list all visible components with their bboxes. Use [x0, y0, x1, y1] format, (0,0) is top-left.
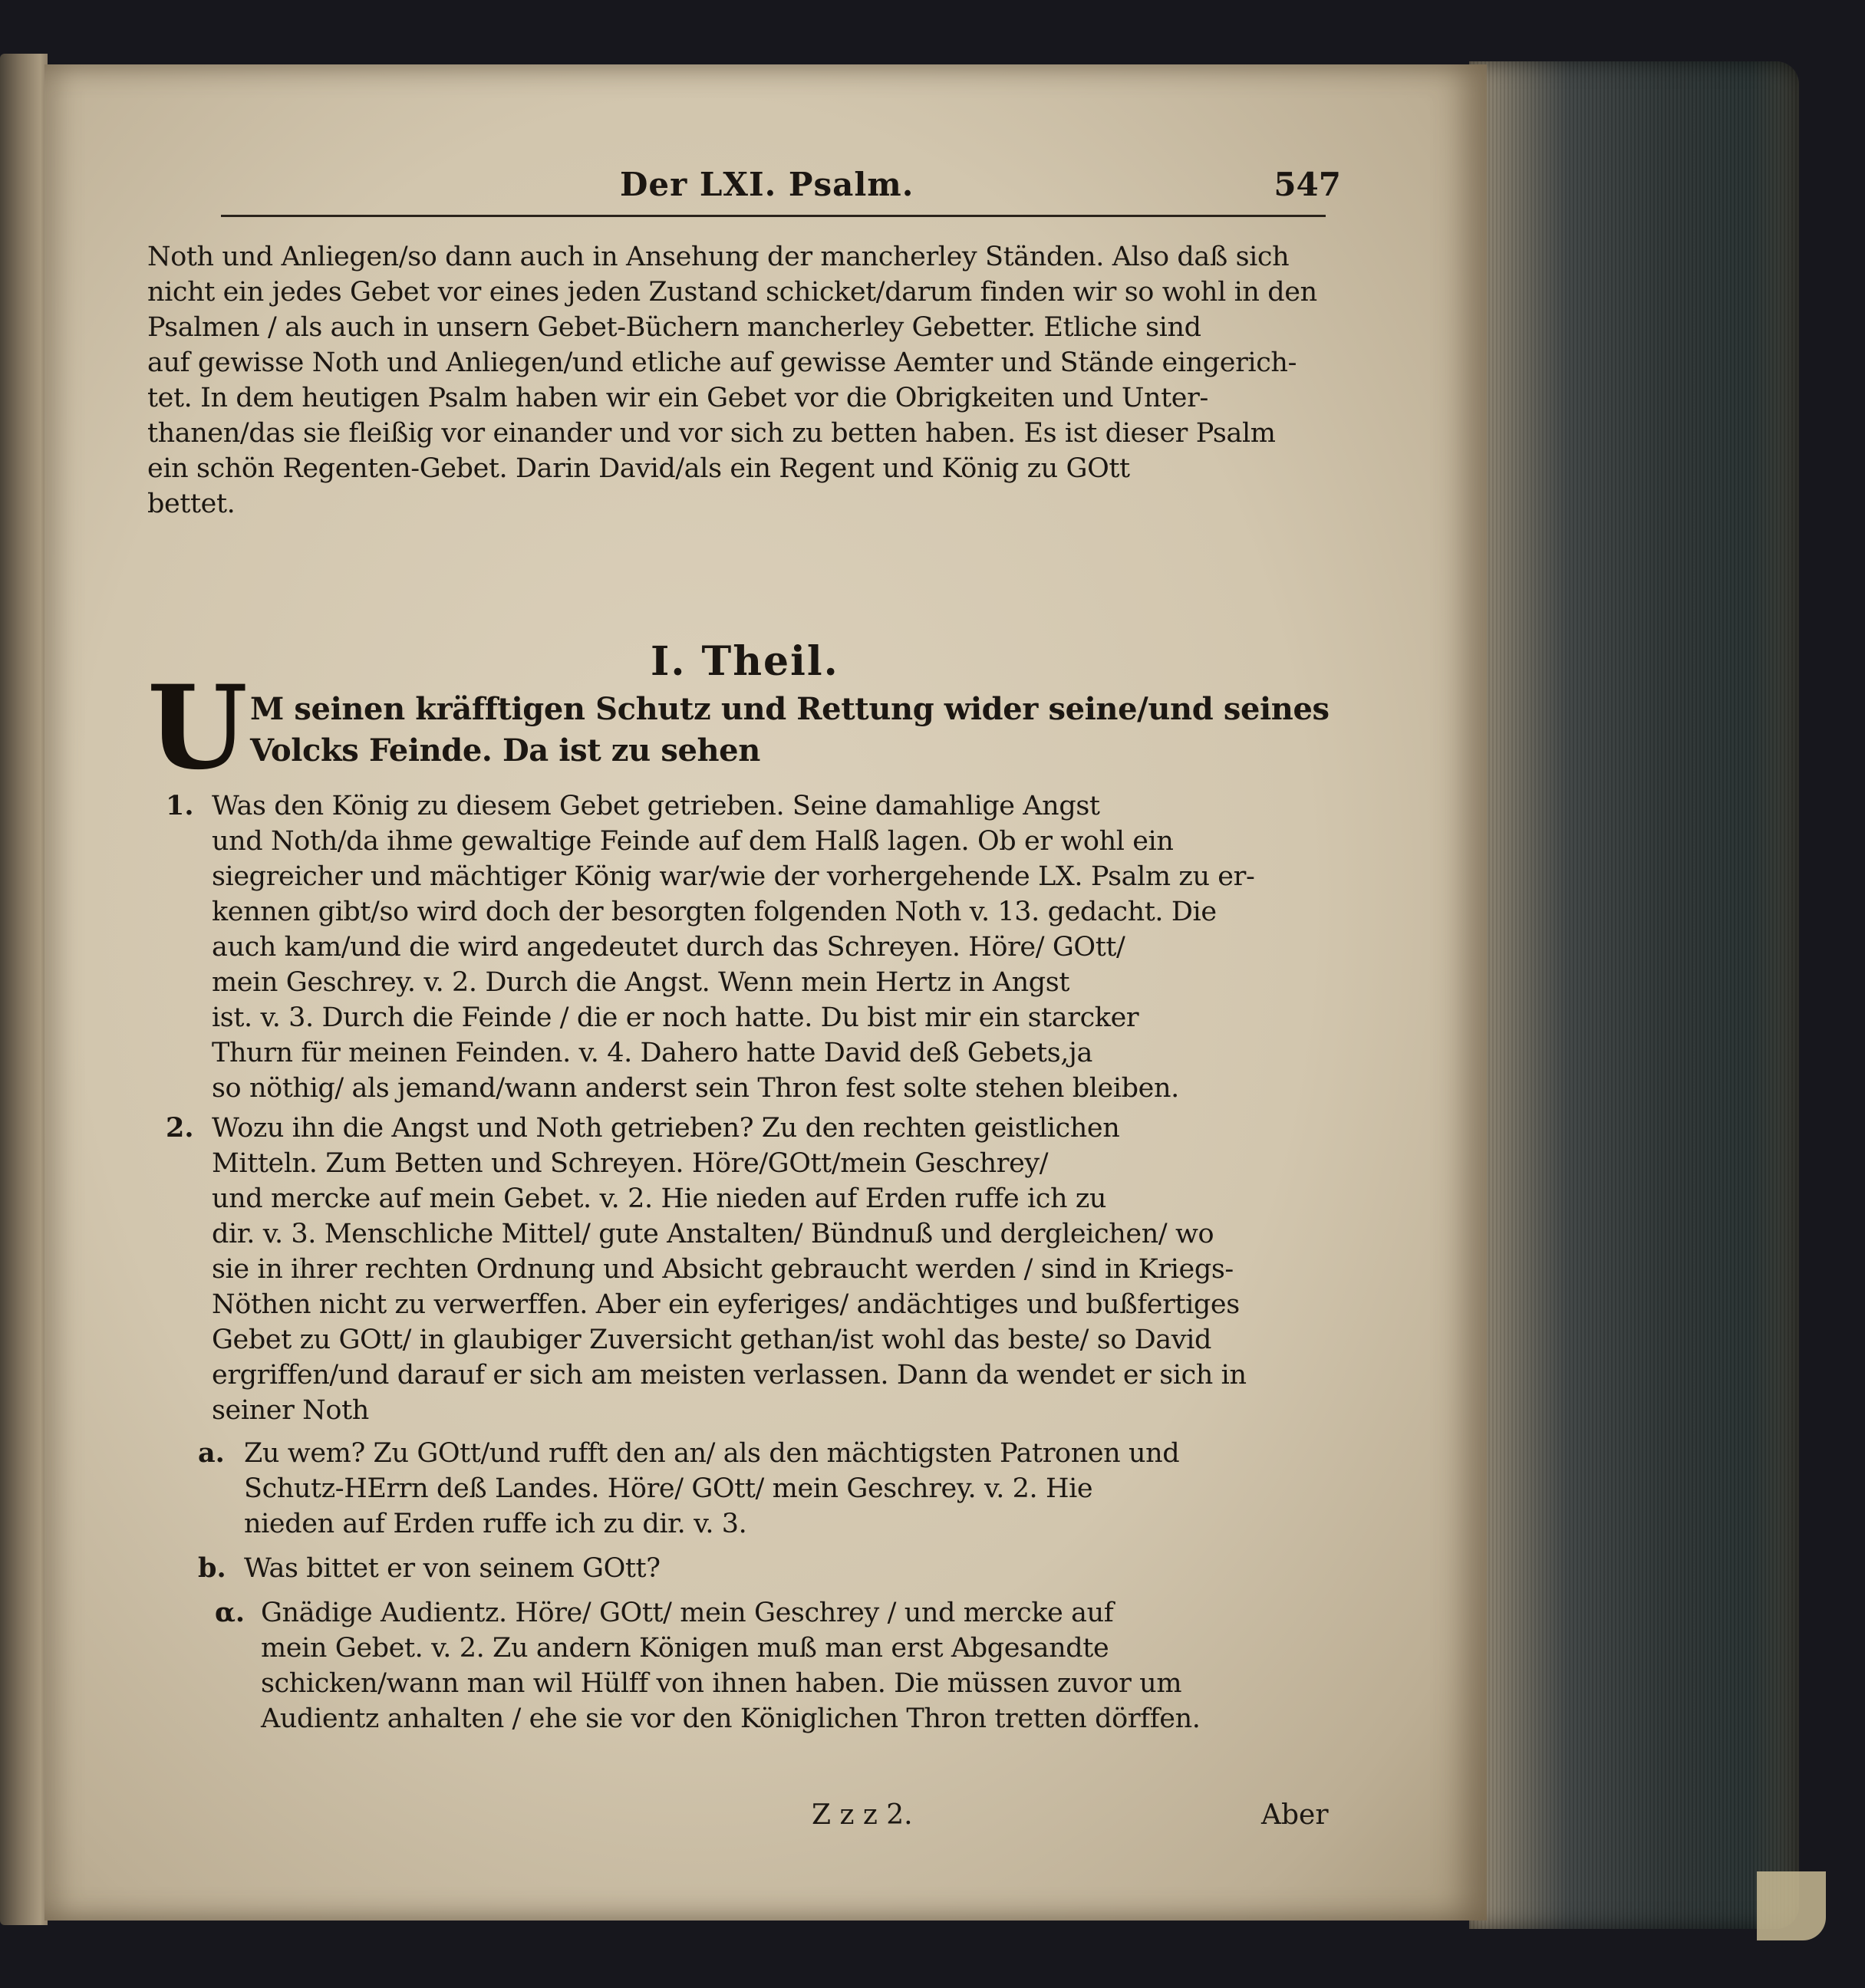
text-line: Was den König zu diesem Gebet getrieben. Seine damahlige Angst	[212, 791, 1100, 821]
text-line: und mercke auf mein Gebet. v. 2. Hie nieden auf Erden ruffe ich zu	[212, 1183, 1107, 1214]
catchword: Aber	[1261, 1799, 1329, 1831]
item-number: 2.	[166, 1112, 194, 1144]
cover-corner	[1757, 1871, 1826, 1940]
text-line: Thurn für meinen Feinden. v. 4. Dahero hatte David deß Gebets,ja	[212, 1038, 1092, 1068]
text-line: Gnädige Audientz. Höre/ GOtt/ mein Geschrey / und mercke auf	[261, 1598, 1114, 1628]
text-line: dir. v. 3. Menschliche Mittel/ gute Anstalten/ Bündnuß und dergleichen/ wo	[212, 1219, 1214, 1249]
text-line: nicht ein jedes Gebet vor eines jeden Zustand schicket/darum finden wir so wohl in den	[147, 277, 1317, 308]
item-number: 1.	[166, 790, 194, 821]
text-line: Schutz-HErrn deß Landes. Höre/ GOtt/ mein Geschrey. v. 2. Hie	[244, 1473, 1093, 1504]
text-line: ein schön Regenten-Gebet. Darin David/als ein Regent und König zu GOtt	[147, 453, 1130, 484]
text-line: mein Geschrey. v. 2. Durch die Angst. Wenn mein Hertz in Angst	[212, 967, 1069, 998]
text-line: Audientz anhalten / ehe sie vor den Königlichen Thron tretten dörffen.	[261, 1703, 1201, 1734]
left-page-edge	[0, 54, 48, 1925]
text-line: nieden auf Erden ruffe ich zu dir. v. 3.	[244, 1509, 747, 1539]
text-line: ist. v. 3. Durch die Feinde / die er noch hatte. Du bist mir ein starcker	[212, 1002, 1139, 1033]
running-title: Der LXI. Psalm.	[620, 166, 914, 203]
text-line: bettet.	[147, 489, 236, 519]
text-line: M seinen kräfftigen Schutz und Rettung wider seine/und seines	[250, 691, 1330, 727]
text-line: Gebet zu GOtt/ in glaubiger Zuversicht gethan/ist wohl das beste/ so David	[212, 1325, 1211, 1355]
text-line: und Noth/da ihme gewaltige Feinde auf dem Halß lagen. Ob er wohl ein	[212, 826, 1174, 857]
text-line: auf gewisse Noth und Anliegen/und etliche auf gewisse Aemter und Stände eingerich-	[147, 347, 1297, 378]
text-line: seiner Noth	[212, 1395, 369, 1426]
page	[44, 64, 1487, 1921]
item-number: b.	[198, 1552, 226, 1584]
text-line: sie in ihrer rechten Ordnung und Absicht gebraucht werden / sind in Kriegs-	[212, 1254, 1234, 1285]
text-line: Wozu ihn die Angst und Noth getrieben? Zu den rechten geistlichen	[212, 1113, 1120, 1144]
text-line: kennen gibt/so wird doch der besorgten folgenden Noth v. 13. gedacht. Die	[212, 897, 1217, 927]
text-line: ergriffen/und darauf er sich am meisten verlassen. Dann da wendet er sich in	[212, 1360, 1247, 1391]
text-line: siegreicher und mächtiger König war/wie der vorhergehende LX. Psalm zu er-	[212, 861, 1255, 892]
text-line: Mitteln. Zum Betten und Schreyen. Höre/GOtt/mein Geschrey/	[212, 1148, 1049, 1179]
text-line: so nöthig/ als jemand/wann anderst sein Thron fest solte stehen bleiben.	[212, 1073, 1179, 1104]
text-line: schicken/wann man wil Hülff von ihnen haben. Die müssen zuvor um	[261, 1668, 1182, 1699]
header-rule	[221, 215, 1326, 217]
text-line: Zu wem? Zu GOtt/und rufft den an/ als den mächtigsten Patronen und	[244, 1438, 1180, 1469]
text-line: Volcks Feinde. Da ist zu sehen	[250, 732, 760, 769]
item-number: a.	[198, 1437, 225, 1469]
page-header	[221, 163, 1341, 212]
item-number: α.	[215, 1597, 245, 1628]
section-title: I. Theil.	[651, 638, 839, 685]
text-line: auch kam/und die wird angedeutet durch das Schreyen. Höre/ GOtt/	[212, 932, 1125, 963]
text-line: Nöthen nicht zu verwerffen. Aber ein eyferiges/ andächtiges und bußfertiges	[212, 1289, 1240, 1320]
text-line: mein Gebet. v. 2. Zu andern Königen muß man erst Abgesandte	[261, 1633, 1109, 1664]
drop-cap: U	[147, 660, 248, 795]
text-line: Was bittet er von seinem GOtt?	[244, 1553, 661, 1584]
book-fore-edge	[1469, 61, 1799, 1929]
text-line: Noth und Anliegen/so dann auch in Ansehung der mancherley Ständen. Also daß sich	[147, 242, 1290, 272]
page-number: 547	[1274, 166, 1341, 203]
text-line: thanen/das sie fleißig vor einander und vor sich zu betten haben. Es ist dieser Psalm	[147, 418, 1276, 449]
text-line: tet. In dem heutigen Psalm haben wir ein Gebet vor die Obrigkeiten und Unter-	[147, 383, 1208, 413]
text-line: Psalmen / als auch in unsern Gebet-Büchern mancherley Gebetter. Etliche sind	[147, 312, 1201, 343]
signature-mark: Z z z 2.	[812, 1799, 913, 1831]
page-text	[44, 64, 1487, 1921]
